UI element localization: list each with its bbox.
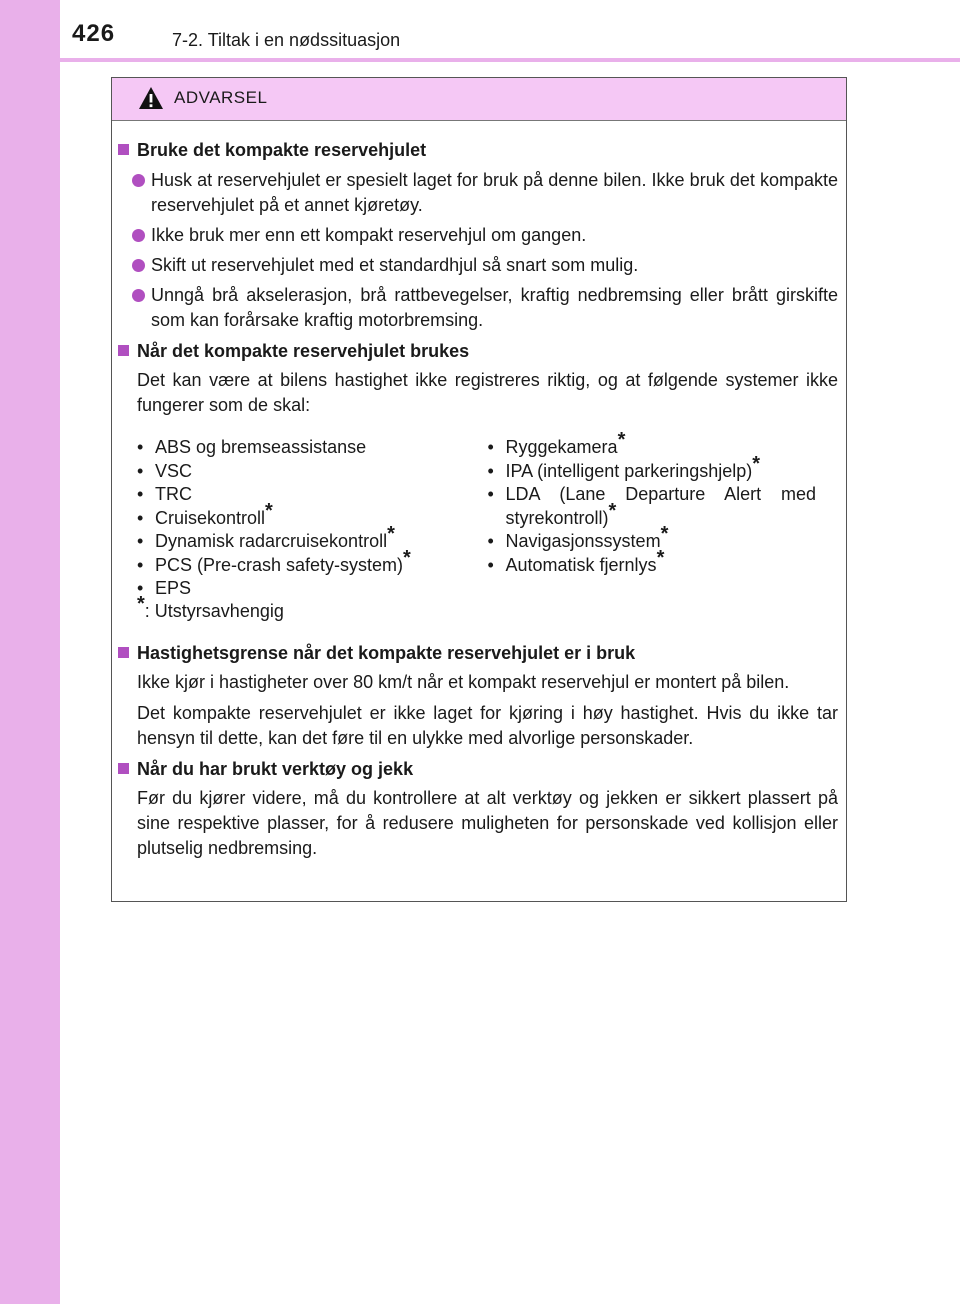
section-heading <box>118 757 838 782</box>
list-item: • Cruisekontroll* <box>137 499 273 528</box>
list-item <box>118 253 838 278</box>
warning-triangle-icon <box>138 86 164 110</box>
paragraph: Ikke kjør i hastigheter over 80 km/t når et kompakt reservehjul er montert på bilen. <box>137 672 790 692</box>
list-item-text: Unngå brå akselerasjon, brå rattbevegelser, kraftig nedbremsing eller brått girskifte som kan forårsake kraftig motorbremsing. <box>151 285 838 330</box>
circle-bullet-icon <box>132 289 145 302</box>
circle-bullet-icon <box>132 229 145 242</box>
list-item: • Ryggekamera* <box>487 429 626 457</box>
asterisk-mark: * <box>387 523 395 545</box>
list-item-text: Skift ut reservehjulet med et standardhjul så snart som mulig. <box>151 255 639 275</box>
page-number: 426 <box>72 20 116 47</box>
asterisk-mark: * <box>656 546 665 569</box>
page-header <box>60 0 960 62</box>
list-item: • Dynamisk radarcruisekontroll* <box>137 523 395 551</box>
asterisk-mark: * <box>265 499 273 522</box>
circle-bullet-icon <box>132 259 145 272</box>
section-heading <box>118 138 838 163</box>
list-item: • TRC <box>137 484 192 504</box>
footnote: *: Utstyrsavhengig <box>137 592 284 621</box>
list-item: • ABS og bremseassistanse <box>137 437 367 457</box>
paragraph: Det kan være at bilens hastighet ikke registreres riktig, og at følgende systemer ikke fungerer som de skal: <box>137 370 838 415</box>
asterisk-mark: * <box>617 429 626 451</box>
paragraph: Før du kjører videre, må du kontrollere at alt verktøy og jekken er sikkert plassert på sine respektive plasser, for å redusere muligheten for personskade ved kollisjon eller plutselig nedbremsing. <box>137 788 838 858</box>
square-bullet-icon <box>118 763 129 774</box>
warning-box <box>111 77 847 902</box>
asterisk-mark: * <box>660 523 669 545</box>
list-item <box>118 283 838 333</box>
list-item <box>118 223 838 248</box>
warning-label: ADVARSEL <box>174 88 268 107</box>
list-item: • IPA (intelligent parkeringshjelp)* <box>487 452 761 481</box>
section-title: Hastighetsgrense når det kompakte reservehjulet er i bruk <box>137 643 636 663</box>
list-item-text: Ikke bruk mer enn ett kompakt reservehjul om gangen. <box>151 225 587 245</box>
asterisk-mark: * <box>137 592 145 615</box>
system-list-left <box>137 436 488 623</box>
system-list <box>118 429 838 623</box>
paragraph: Det kompakte reservehjulet er ikke laget for kjøring i høy hastighet. Hvis du ikke tar hensyn til dette, kan det føre til en ulykke med alvorlige personskader. <box>137 703 838 748</box>
asterisk-mark: * <box>403 546 411 569</box>
system-list-right <box>487 429 839 623</box>
warning-body <box>112 121 846 861</box>
section-title: Bruke det kompakte reservehjulet <box>137 140 427 160</box>
asterisk-mark: * <box>752 452 761 475</box>
section-heading <box>118 641 838 666</box>
header-rule <box>60 58 960 62</box>
square-bullet-icon <box>118 647 129 658</box>
square-bullet-icon <box>118 345 129 356</box>
list-item: • Automatisk fjernlys* <box>487 546 665 575</box>
section-title: Når det kompakte reservehjulet brukes <box>137 341 470 361</box>
section-title: Når du har brukt verktøy og jekk <box>137 759 414 779</box>
asterisk-mark: * <box>608 499 617 522</box>
circle-bullet-icon <box>132 174 145 187</box>
list-item: • Navigasjonssystem* <box>487 523 669 551</box>
list-item: • LDA (Lane Departure Alert med styrekontroll)* <box>487 484 816 528</box>
list-item <box>118 168 838 218</box>
side-color-band <box>0 0 60 1304</box>
warning-header <box>112 78 846 121</box>
chapter-title: 7-2. Tiltak i en nødssituasjon <box>172 30 401 50</box>
square-bullet-icon <box>118 144 129 155</box>
list-item: • EPS <box>137 578 192 598</box>
list-item: • PCS (Pre-crash safety-system)* <box>137 546 411 575</box>
section-heading <box>118 339 838 364</box>
list-item: • VSC <box>137 460 193 481</box>
list-item-text: Husk at reservehjulet er spesielt laget for bruk på denne bilen. Ikke bruk det kompakte reservehjulet på et annet kjøretøy. <box>151 170 838 215</box>
